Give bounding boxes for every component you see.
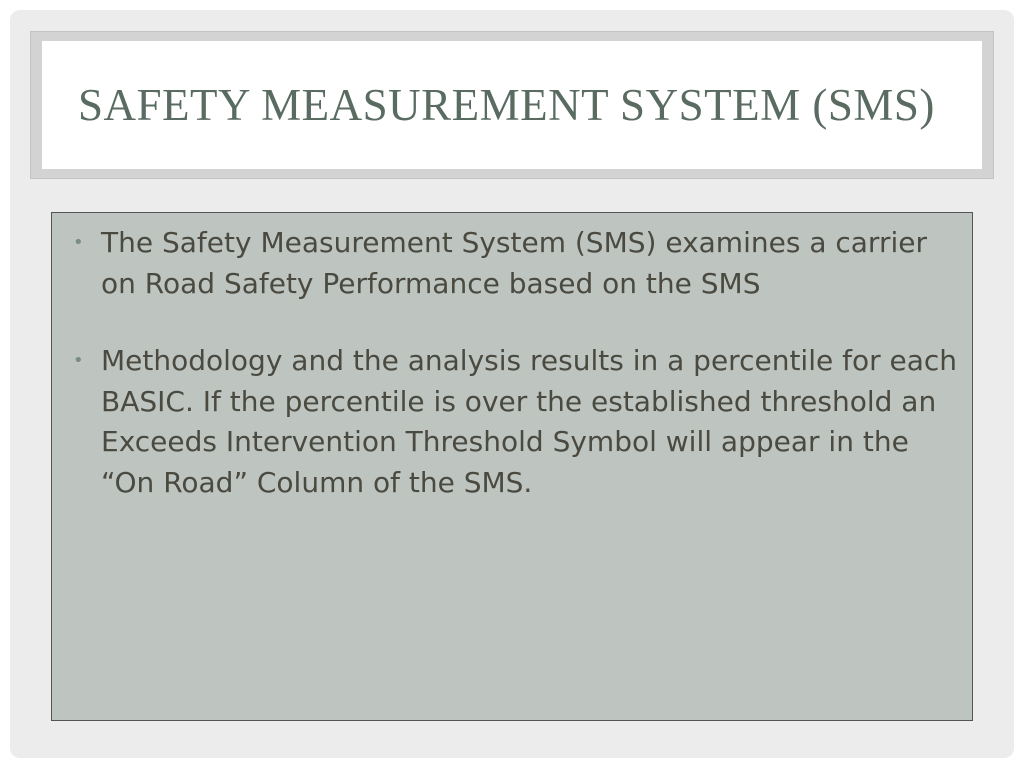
bullet-item bbox=[70, 341, 960, 503]
slide-title: SAFETY MEASUREMENT SYSTEM (SMS) bbox=[78, 80, 935, 130]
bullet-icon: • bbox=[73, 232, 84, 253]
title-box bbox=[42, 41, 982, 169]
bullet-text: The Safety Measurement System (SMS) examines a carrier on Road Safety Performance based on the SMS bbox=[101, 226, 927, 300]
content-box bbox=[51, 212, 973, 721]
slide bbox=[10, 10, 1014, 758]
title-frame bbox=[30, 31, 994, 179]
bullet-text: Methodology and the analysis results in a percentile for each BASIC. If the percentile is over the established threshold an Exceeds Intervention Threshold Symbol will appear in the “On Road” Column of the SMS. bbox=[101, 344, 958, 499]
bullet-icon: • bbox=[73, 350, 84, 371]
bullet-item bbox=[70, 223, 960, 304]
bullet-list bbox=[70, 223, 960, 540]
